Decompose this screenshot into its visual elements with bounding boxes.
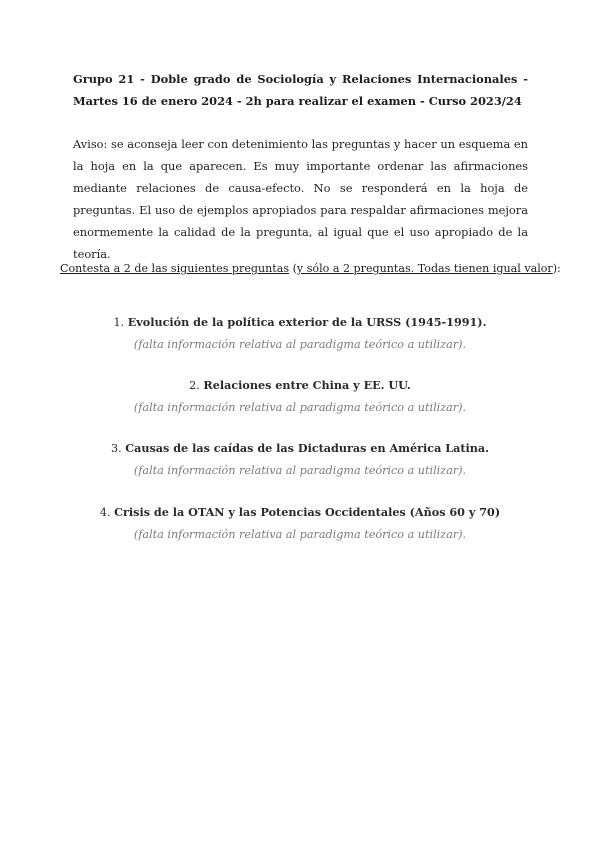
question-number: 2. — [189, 379, 204, 392]
question-text: Causas de las caídas de las Dictaduras en América Latina. — [125, 441, 490, 455]
question-text: Relaciones entre China y EE. UU. — [203, 378, 411, 392]
instruction-restriction: y sólo a 2 preguntas. Todas tienen igual valor — [296, 262, 553, 275]
instruction-line — [60, 258, 561, 280]
question-number: 1. — [113, 316, 128, 329]
exam-header: Grupo 21 - Doble grado de Sociología y Relaciones Internacionales - Martes 16 de enero 2024 - 2h para realizar el examen - Curso 2023/24 — [73, 72, 528, 108]
question-1 — [60, 311, 540, 356]
question-text: Crisis de la OTAN y las Potencias Occidentales (Años 60 y 70) — [114, 505, 501, 519]
exam-notice: Aviso: se aconseja leer con detenimiento las preguntas y hacer un esquema en la hoja en la que aparecen. Es muy importante ordenar las afirmaciones mediante relaciones de causa-efecto. No se responderá en la hoja de preguntas. El uso de ejemplos apropiados para respaldar afirmaciones mejora enormemente la calidad de la pregunta, al igual que el uso apropiado de la teoría. — [73, 137, 528, 261]
question-note: (falta información relativa al paradigma teórico a utilizar). — [133, 464, 467, 477]
question-text: Evolución de la política exterior de la URSS (1945-1991). — [127, 315, 487, 329]
question-4 — [60, 501, 540, 546]
question-note: (falta información relativa al paradigma teórico a utilizar). — [133, 528, 467, 541]
question-2 — [60, 374, 540, 419]
question-number: 4. — [99, 506, 115, 519]
instruction-paren-close: ): — [552, 262, 561, 275]
question-note: (falta información relativa al paradigma teórico a utilizar). — [133, 338, 467, 351]
question-title — [60, 374, 540, 397]
question-title — [60, 311, 540, 334]
question-title — [60, 437, 540, 460]
question-number: 3. — [110, 442, 126, 455]
instruction-paren-open: ( — [289, 262, 297, 275]
question-3 — [60, 437, 540, 482]
instruction-main: Contesta a 2 de las siguientes preguntas — [60, 262, 290, 275]
question-title — [60, 501, 540, 524]
question-note: (falta información relativa al paradigma teórico a utilizar). — [133, 401, 467, 414]
